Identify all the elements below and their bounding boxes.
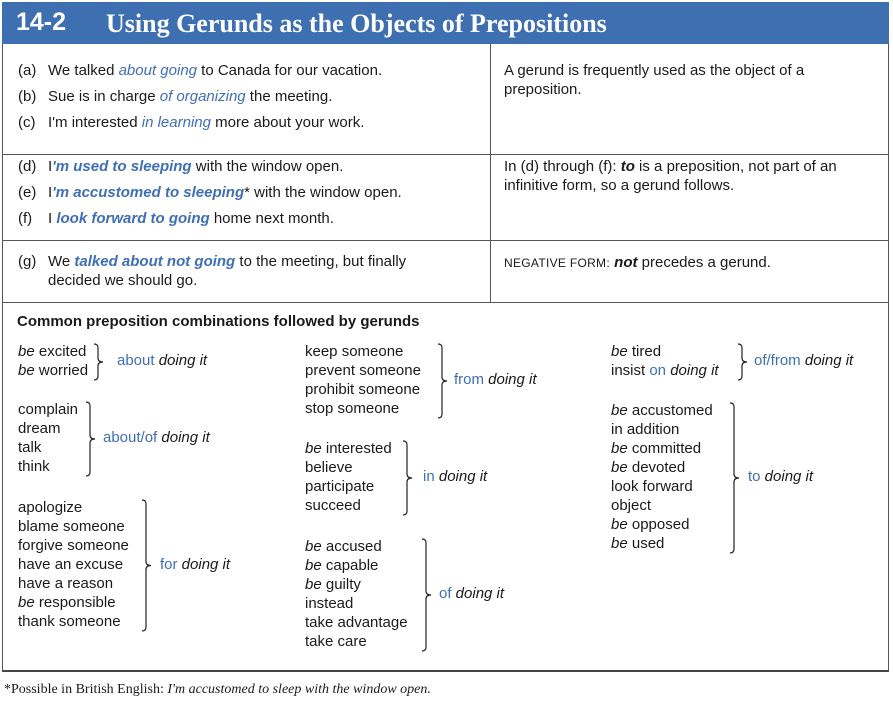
combination-item: think	[18, 458, 50, 475]
highlighted-gerund: 'm used to sleeping	[52, 158, 192, 175]
example-f: (f) I look forward to going home next month.	[18, 210, 334, 227]
group-to-items	[611, 401, 713, 553]
combination-item: look forward	[611, 478, 693, 495]
combination-item: participate	[305, 478, 375, 495]
brace-icon	[436, 343, 450, 419]
combination-item: insist on doing it	[611, 362, 719, 379]
example-e: (e) I'm accustomed to sleeping* with the window open.	[18, 184, 402, 201]
example-c: (c) I'm interested in learning more about your work.	[18, 114, 365, 131]
example-label: (c)	[18, 114, 36, 131]
combination-item: be worried	[18, 362, 89, 379]
group-in-preposition: in doing it	[423, 468, 488, 485]
row-divider	[3, 240, 888, 241]
combination-item: be capable	[305, 557, 379, 574]
combination-item: succeed	[305, 497, 361, 514]
combination-item: take advantage	[305, 614, 408, 631]
combinations-title: Common preposition combinations followed by gerunds	[17, 313, 420, 330]
group-for-preposition: for doing it	[160, 555, 231, 573]
brace-icon	[401, 440, 415, 516]
example-label: (a)	[18, 62, 37, 79]
combination-item: be opposed	[611, 516, 690, 533]
combination-item: talk	[18, 439, 42, 456]
group-from-preposition: from doing it	[454, 371, 537, 388]
explanation-3: NEGATIVE FORM: not precedes a gerund.	[504, 254, 771, 271]
example-label: (d)	[18, 158, 37, 175]
combination-item: have a reason	[18, 575, 114, 592]
combination-item: dream	[18, 420, 61, 437]
combination-item: be responsible	[18, 594, 116, 611]
combination-item: thank someone	[18, 613, 121, 630]
combination-item: prohibit someone	[305, 381, 421, 398]
example-d: (d) I'm used to sleeping with the window open.	[18, 158, 344, 175]
example-g: (g) We talked about not going to the meeting, but finally decided we should go.	[18, 253, 407, 289]
brace-icon	[140, 499, 154, 632]
group-offrom-preposition: of/from doing it	[754, 352, 854, 369]
chart-header	[2, 2, 889, 44]
group-of-preposition: of doing it	[439, 585, 505, 602]
combination-item: be excited	[18, 343, 87, 360]
example-label: (g)	[18, 253, 37, 270]
group-of-items	[305, 537, 408, 651]
group-to-preposition: to doing it	[748, 468, 814, 485]
example-a: (a) We talked about going to Canada for our vacation.	[18, 62, 383, 79]
combination-item: be guilty	[305, 576, 361, 593]
column-divider	[490, 44, 491, 302]
example-label: (e)	[18, 184, 37, 201]
highlighted-gerund: 'm accustomed to sleeping	[52, 184, 245, 201]
combination-item: instead	[305, 595, 354, 612]
explanation-2: In (d) through (f): to is a preposition, not part of an infinitive form, so a gerund follows.	[504, 158, 837, 194]
brace-icon	[92, 343, 106, 381]
brace-icon	[84, 401, 98, 477]
row-divider	[3, 154, 888, 155]
highlighted-gerund: look forward to going	[56, 210, 210, 227]
combination-item: be accused	[305, 538, 382, 555]
combination-item: be accustomed	[611, 402, 713, 419]
footnote: *Possible in British English: I'm accustomed to sleep with the window open.	[4, 682, 431, 697]
highlighted-gerund: of organizing	[159, 88, 246, 105]
group-about-preposition: about doing it	[117, 352, 208, 369]
brace-icon	[728, 402, 742, 554]
brace-icon	[420, 538, 434, 652]
example-label: (b)	[18, 88, 37, 105]
combination-item: keep someone	[305, 343, 404, 360]
brace-icon	[736, 343, 750, 381]
example-label: (f)	[18, 210, 33, 227]
highlighted-gerund: about going	[118, 62, 197, 79]
combination-item: have an excuse	[18, 556, 124, 573]
combination-item: forgive someone	[18, 537, 129, 554]
combination-item: in addition	[611, 421, 680, 438]
group-aboutof-items	[18, 400, 78, 476]
combination-item: be interested	[305, 440, 392, 457]
combination-item: be tired	[611, 343, 662, 360]
combination-item: apologize	[18, 499, 83, 516]
combination-item: take care	[305, 633, 367, 650]
group-about-items	[18, 342, 88, 380]
combination-item: object	[611, 497, 652, 514]
explanation-1: A gerund is frequently used as the object of a preposition.	[504, 62, 805, 98]
group-aboutof-preposition: about/of doing it	[103, 429, 210, 446]
combination-item: be committed	[611, 440, 702, 457]
example-b: (b) Sue is in charge of organizing the meeting.	[18, 88, 333, 105]
combination-item: be used	[611, 535, 665, 552]
chart-title: Using Gerunds as the Objects of Prepositions	[106, 9, 607, 38]
group-for-items	[18, 498, 129, 631]
group-offrom-items	[611, 342, 719, 380]
highlighted-gerund: in learning	[141, 114, 211, 131]
chart-number: 14-2	[16, 8, 67, 36]
combination-item: stop someone	[305, 400, 400, 417]
combination-item: complain	[18, 401, 79, 418]
combination-item: be devoted	[611, 459, 686, 476]
combination-item: prevent someone	[305, 362, 421, 379]
group-from-items	[305, 342, 421, 418]
combination-item: believe	[305, 459, 353, 476]
group-in-items	[305, 439, 392, 515]
highlighted-gerund: talked about not going	[74, 253, 236, 270]
combination-item: blame someone	[18, 518, 125, 535]
